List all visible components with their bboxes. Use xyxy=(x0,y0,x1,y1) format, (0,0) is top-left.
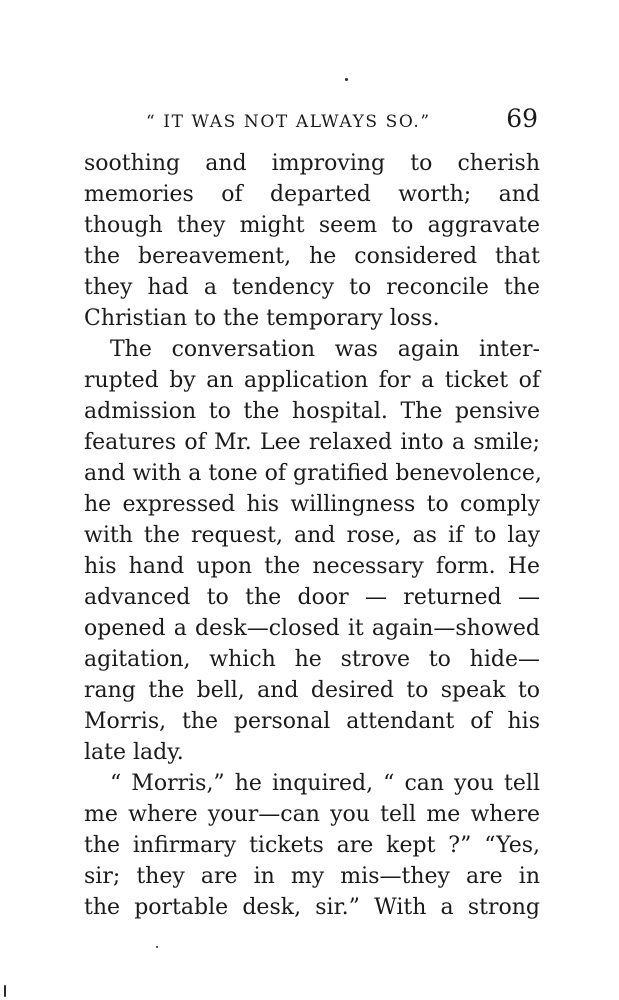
text-line: The conversation was again inter- xyxy=(110,337,540,362)
text-line: though they might seem to aggravate xyxy=(84,213,540,238)
text-line: the infirmary tickets are kept ?” “Yes, xyxy=(84,833,540,858)
text-line: rupted by an application for a ticket of xyxy=(84,368,540,393)
text-line: the portable desk, sir.” With a strong xyxy=(84,895,540,920)
text-line: Christian to the temporary loss. xyxy=(84,306,440,331)
running-title: “ IT WAS NOT ALWAYS SO.” xyxy=(146,112,431,132)
text-line: features of Mr. Lee relaxed into a smile; xyxy=(84,430,540,455)
text-line: rang the bell, and desired to speak to xyxy=(84,678,540,703)
running-head xyxy=(84,102,542,142)
text-line: soothing and improving to cherish xyxy=(84,151,540,176)
text-line: they had a tendency to reconcile the xyxy=(84,275,540,300)
page-number: 69 xyxy=(506,104,538,133)
ink-speck xyxy=(156,946,158,948)
text-line: he expressed his willingness to comply xyxy=(84,492,540,517)
body-text xyxy=(84,148,540,923)
text-line: the bereavement, he considered that xyxy=(84,244,540,269)
text-line: advanced to the door — returned — xyxy=(84,585,540,610)
ink-speck xyxy=(345,78,348,81)
text-line: me where your—can you tell me where xyxy=(84,802,540,827)
text-line: with the request, and rose, as if to lay xyxy=(84,523,540,548)
text-line: admission to the hospital. The pensive xyxy=(84,399,540,424)
text-line: sir; they are in my mis—they are in xyxy=(84,864,540,889)
text-line: Morris, the personal attendant of his xyxy=(84,709,540,734)
text-line: memories of departed worth; and xyxy=(84,182,540,207)
text-line: his hand upon the necessary form. He xyxy=(84,554,540,579)
text-line: “ Morris,” he inquired, “ can you tell xyxy=(110,771,540,796)
text-line: agitation, which he strove to hide— xyxy=(84,647,540,672)
text-line: and with a tone of gratified benevolence, xyxy=(84,461,542,486)
text-line: late lady. xyxy=(84,740,184,765)
ink-speck xyxy=(4,985,6,997)
text-line: opened a desk—closed it again—showed xyxy=(84,616,540,641)
